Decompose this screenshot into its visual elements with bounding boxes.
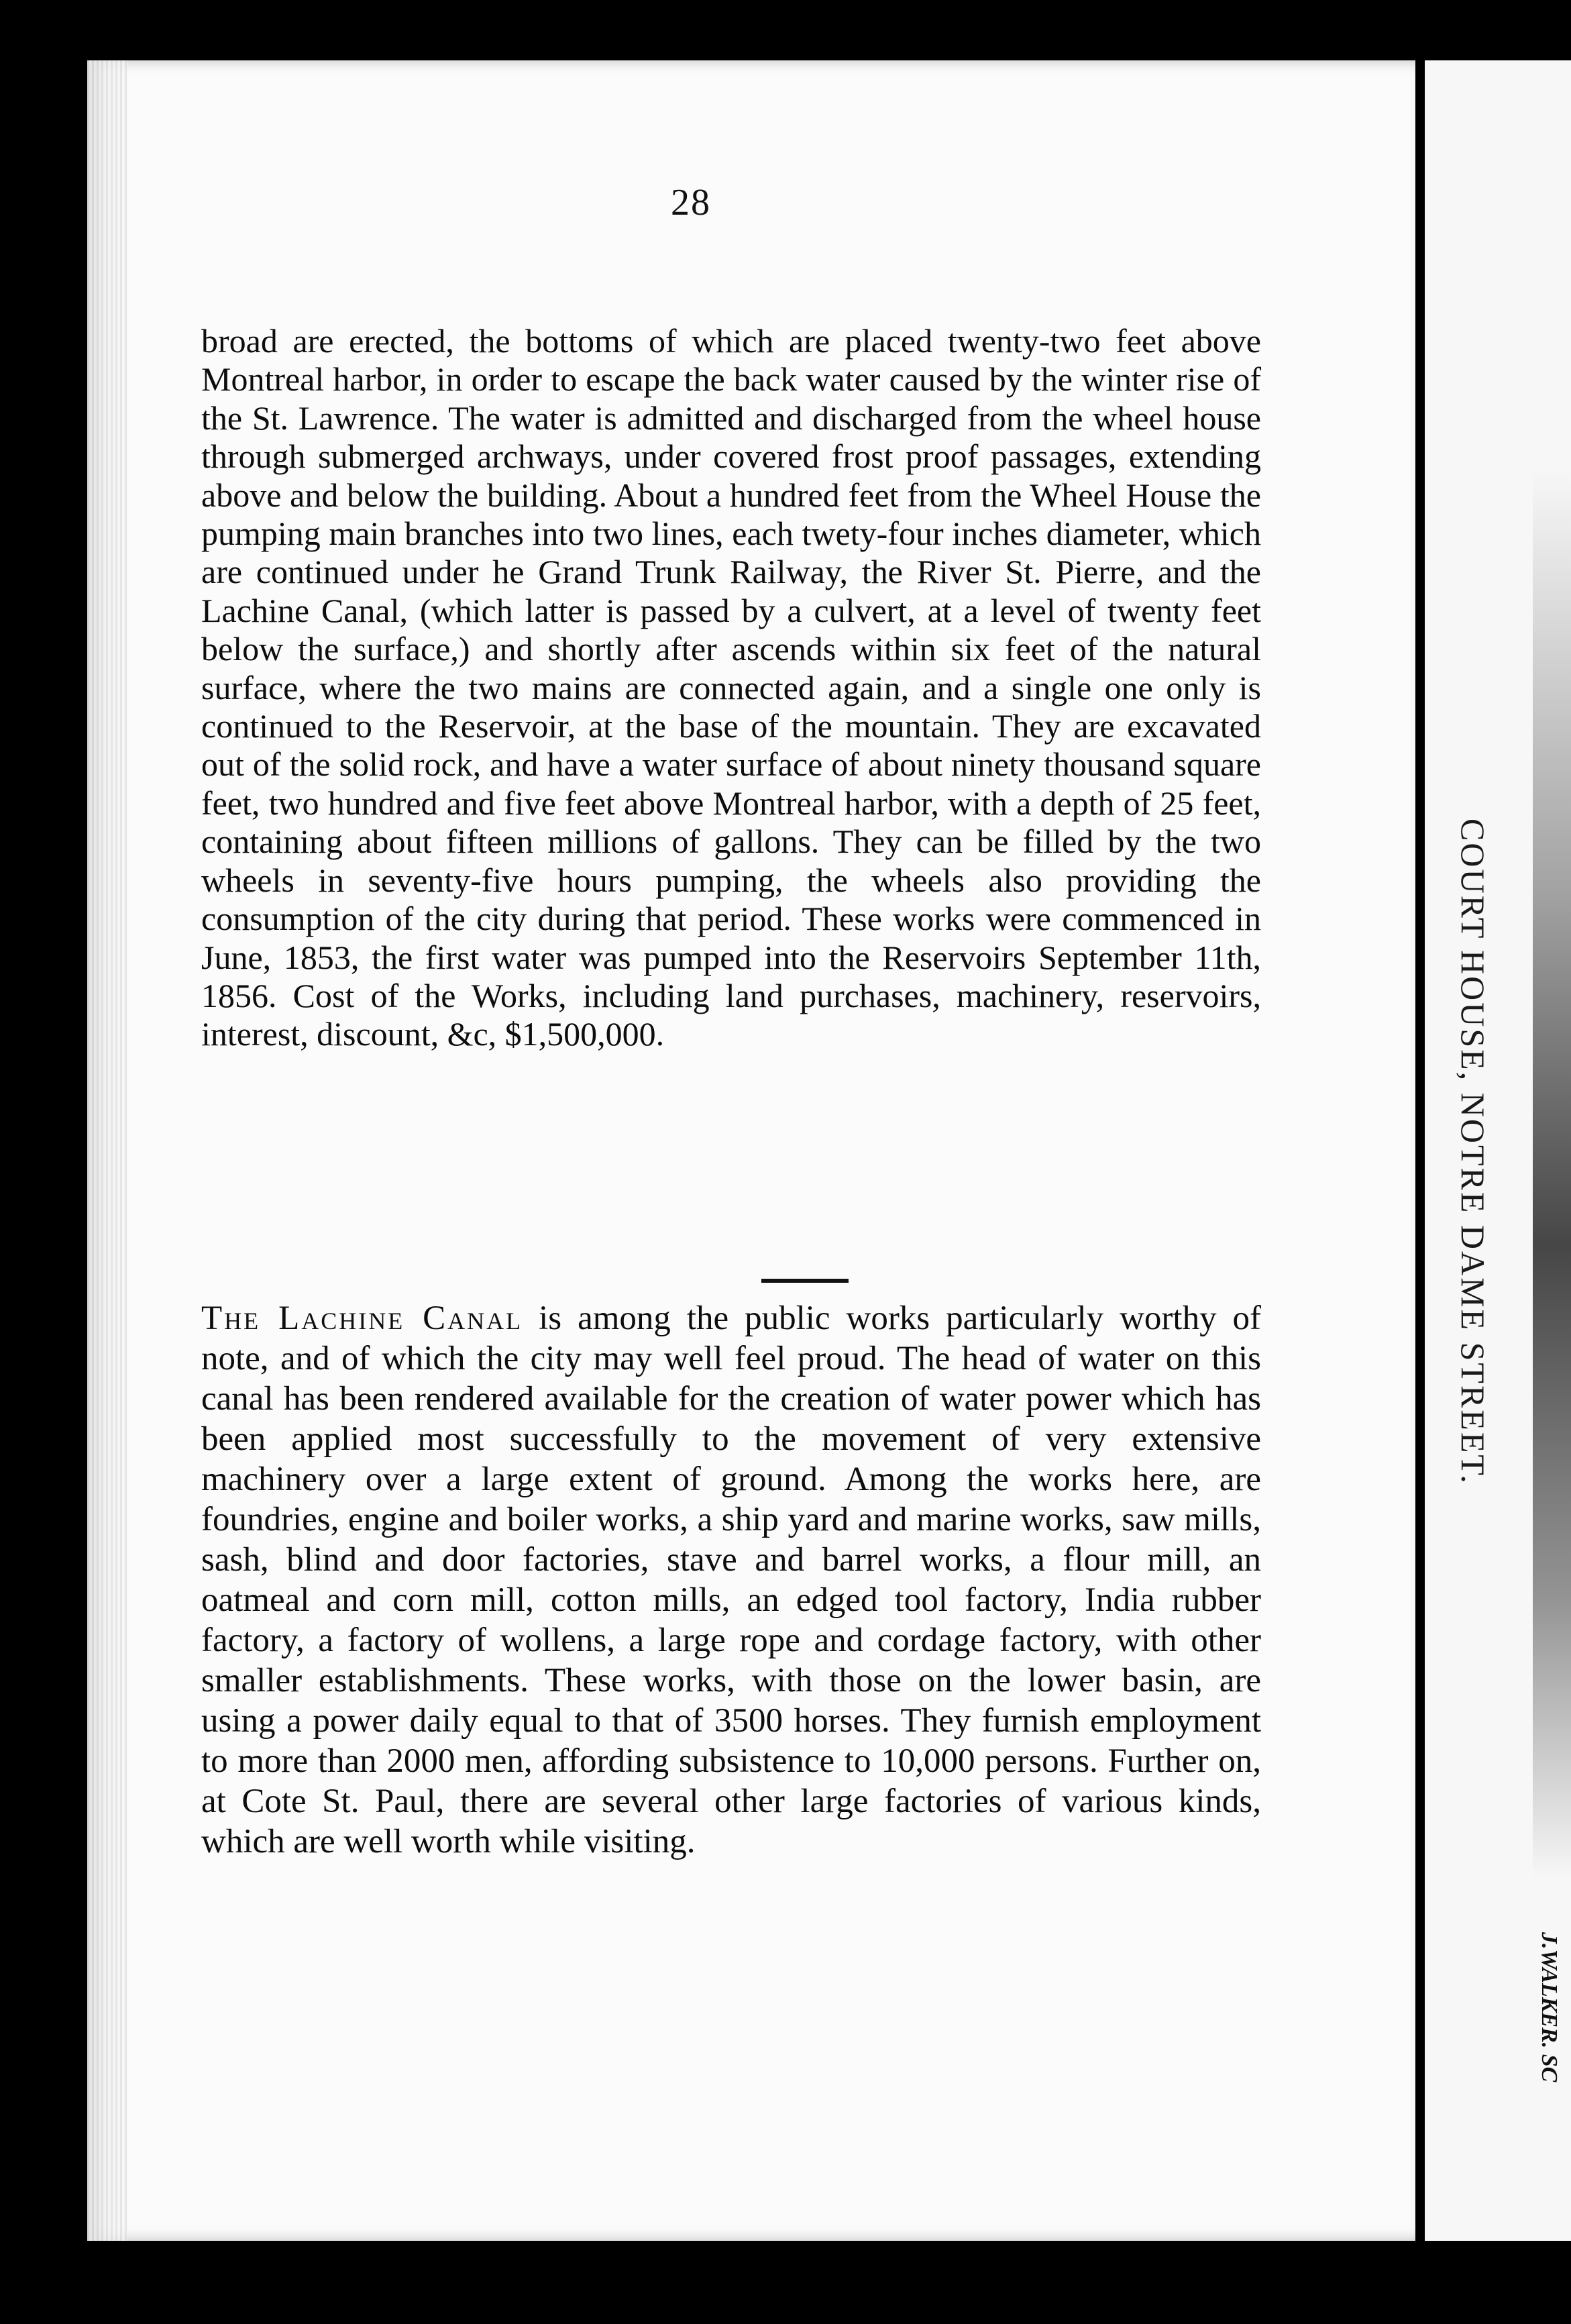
section-divider	[761, 1279, 849, 1283]
page-binding-gutter	[87, 60, 127, 2241]
paragraph-lachine-canal	[201, 1298, 1261, 1862]
paragraph-waterworks	[201, 322, 1261, 1054]
page-number: 28	[671, 182, 711, 223]
paragraph-lead: The Lachine Canal	[201, 1300, 523, 1337]
paragraph-text: broad are erected, the bottoms of which are placed twenty-two feet above Montreal harbor, in order to escape the back water caused by the winter rise of the St. Lawrence. The water is admitted and discharged from the wheel house through submerged archways, under covered frost proof passages, extending above and below the building. About a hundred feet from the Wheel House the pumping main branches into two lines, each twety-four inches diameter, which are continued under he Grand Trunk Railway, the River St. Pierre, and the Lachine Canal, (which latter is passed by a culvert, at a level of twenty feet below the surface,) and shortly after ascends within six feet of the natural surface, where the two mains are connected again, and a single one only is continued to the Reservoir, at the base of the mountain. They are excavated out of the solid rock, and have a water surface of about ninety thousand square feet, two hundred and five feet above Montreal harbor, with a depth of 25 feet, containing about fifteen millions of gallons. They can be filled by the two wheels in seventy-five hours pumping, the wheels also providing the consumption of the city during that period. These works were commenced in June, 1853, the first water was pumped into the Reservoirs September 11th, 1856. Cost of the Works, including land purchases, machinery, reservoirs, interest, discount, &c, $1,500,000.	[201, 322, 1261, 1053]
plate-caption: COURT HOUSE, NOTRE DAME STREET.	[1454, 818, 1492, 1485]
paragraph-text: is among the public works particularly worthy of note, and of which the city may well feel proud. The head of water on this canal has been rendered available for the creation of water power which has been applied most successfully to the movement of very extensive machinery over a large extent of ground. Among the works here, are foundries, engine and boiler works, a ship yard and marine works, saw mills, sash, blind and door factories, stave and barrel works, a flour mill, an oatmeal and corn mill, cotton mills, an edged tool factory, India rubber factory, a factory of wollens, a large rope and cordage factory, with other smaller establishments. These works, with those on the lower basin, are using a power daily equal to that of 3500 horses. They furnish employment to more than 2000 men, affording subsistence to 10,000 persons. Further on, at Cote St. Paul, there are several other large factories of various kinds, which are well worth while visiting.	[201, 1300, 1261, 1860]
engraver-signature: J.WALKER. SC	[1537, 1932, 1562, 2082]
plate-engraving-edge	[1533, 470, 1571, 1879]
